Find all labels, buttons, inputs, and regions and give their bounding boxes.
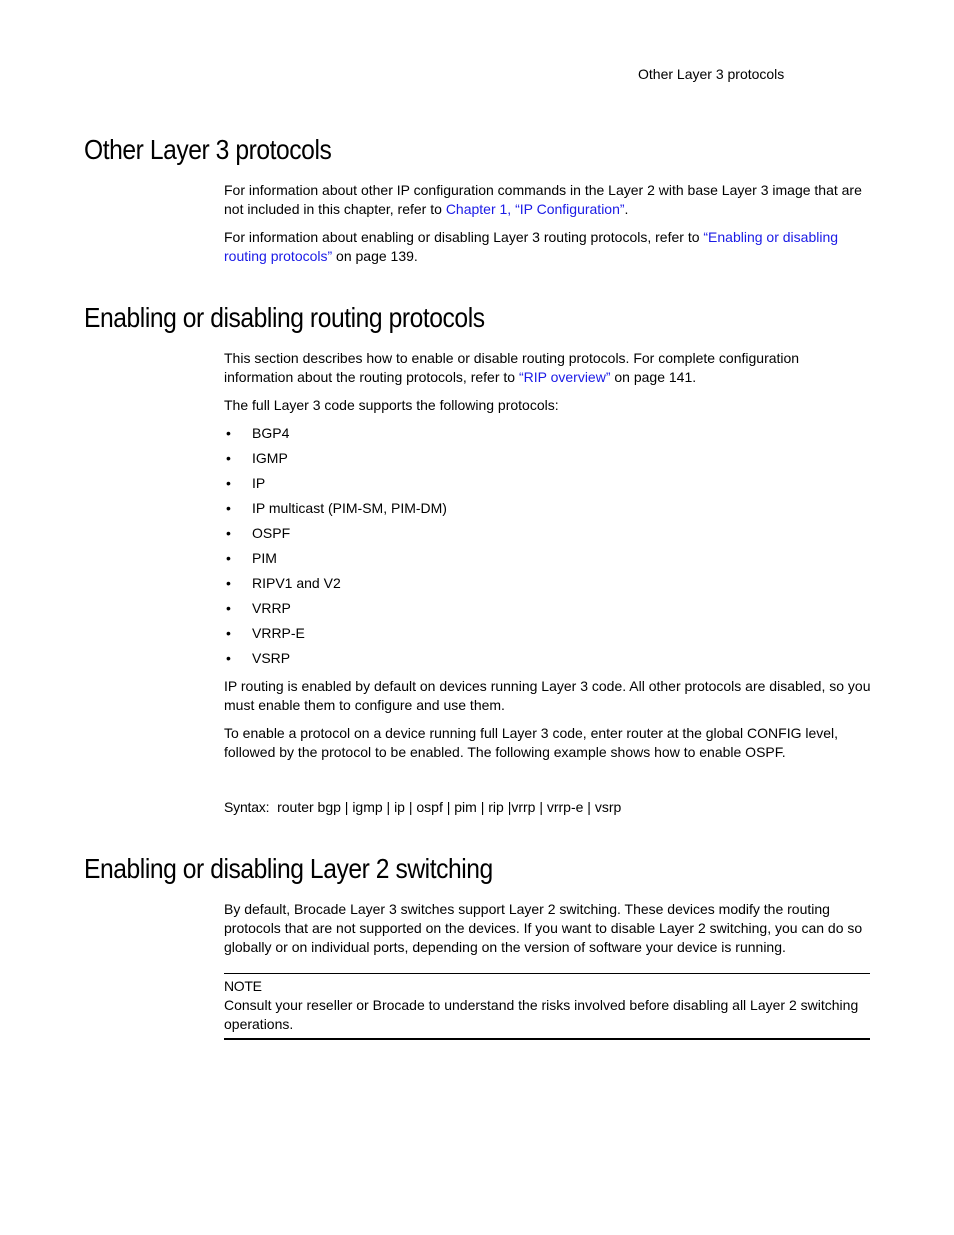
bullet-icon: • xyxy=(226,525,231,541)
text: This section describes how to enable or disable routing protocols. For complete configuration information about the routing protocols, refer to xyxy=(224,350,800,385)
list-item-label: IGMP xyxy=(252,450,288,466)
section-heading-enabling-routing: Enabling or disabling routing protocols xyxy=(84,302,485,333)
bullet-icon: • xyxy=(226,550,231,566)
paragraph xyxy=(224,228,872,266)
list-item-label: BGP4 xyxy=(252,425,290,441)
command-keyword: router xyxy=(626,725,663,741)
list-item-label: IP multicast (PIM-SM, PIM-DM) xyxy=(252,500,447,516)
enabling-protocols-link[interactable]: “Enabling or disabling routing protocols” xyxy=(224,229,839,264)
protocol-list xyxy=(224,424,872,674)
list-item xyxy=(224,574,872,599)
list-item-label: RIPV1 and V2 xyxy=(252,575,341,591)
note-box xyxy=(224,973,870,1040)
note-text: Consult your reseller or Brocade to understand the risks involved before disabling all Layer 2 switching operations. xyxy=(224,997,859,1032)
list-item xyxy=(224,474,872,499)
text: on page 139. xyxy=(332,248,418,264)
syntax-text: router bgp | igmp | ip | ospf | pim | rip |vrrp | vrrp-e | vsrp xyxy=(277,799,622,815)
list-item xyxy=(224,524,872,549)
running-header: Other Layer 3 protocols xyxy=(638,66,785,82)
text: To enable a protocol on a device running full Layer 3 code, enter xyxy=(224,725,627,741)
chapter-link[interactable]: Chapter 1, “IP Configuration” xyxy=(445,201,625,217)
list-item xyxy=(224,449,872,474)
list-item xyxy=(224,624,872,649)
bullet-icon: • xyxy=(226,625,231,641)
paragraph xyxy=(224,724,872,762)
list-item-label: PIM xyxy=(252,550,277,566)
paragraph: The full Layer 3 code supports the following protocols: xyxy=(224,397,559,413)
list-item xyxy=(224,649,872,674)
list-item-label: VRRP-E xyxy=(252,625,305,641)
bullet-icon: • xyxy=(226,475,231,491)
syntax-line xyxy=(224,798,872,817)
list-item xyxy=(224,599,872,624)
section-heading-other-layer3: Other Layer 3 protocols xyxy=(84,134,332,165)
list-item xyxy=(224,499,872,524)
text: For information about other IP configuration commands in the Layer 2 with base Layer 3 image that are not included in this chapter, refer to xyxy=(224,182,862,217)
paragraph xyxy=(224,181,872,219)
list-item-label: OSPF xyxy=(252,525,291,541)
paragraph: By default, Brocade Layer 3 switches support Layer 2 switching. These devices modify the routing protocols that are not supported on the devices. If you want to disable Layer 2 switching, you can do so globally or on individual ports, depending on the version of software your device is running. xyxy=(224,901,863,955)
rip-overview-link[interactable]: “RIP overview” xyxy=(518,369,611,385)
bullet-icon: • xyxy=(226,450,231,466)
bullet-icon: • xyxy=(226,575,231,591)
bullet-icon: • xyxy=(226,600,231,616)
paragraph xyxy=(224,349,872,387)
bullet-icon: • xyxy=(226,425,231,441)
text: For information about enabling or disabling Layer 3 routing protocols, refer to xyxy=(224,229,704,245)
section-heading-layer2-switching: Enabling or disabling Layer 2 switching xyxy=(84,853,493,884)
list-item xyxy=(224,424,872,449)
section-other-layer3-body xyxy=(224,181,872,266)
bullet-icon: • xyxy=(226,500,231,516)
text: on page 141. xyxy=(610,369,697,385)
text: at the global CONFIG level, followed by the protocol to be enabled. The following example shows how to enable OSPF. xyxy=(224,725,839,760)
list-item-label: VRRP xyxy=(252,600,291,616)
bullet-icon: • xyxy=(226,650,231,666)
paragraph: IP routing is enabled by default on devices running Layer 3 code. All other protocols are disabled, so you must enable them to configure and use them. xyxy=(224,678,871,713)
list-item-label: VSRP xyxy=(252,650,291,666)
text: . xyxy=(624,201,629,217)
note-title: NOTE xyxy=(224,978,262,994)
section-enabling-routing-body xyxy=(224,349,872,817)
list-item-label: IP xyxy=(252,475,266,491)
section-layer2-switching-body xyxy=(224,900,872,957)
list-item xyxy=(224,549,872,574)
syntax-label: Syntax: xyxy=(224,799,270,815)
